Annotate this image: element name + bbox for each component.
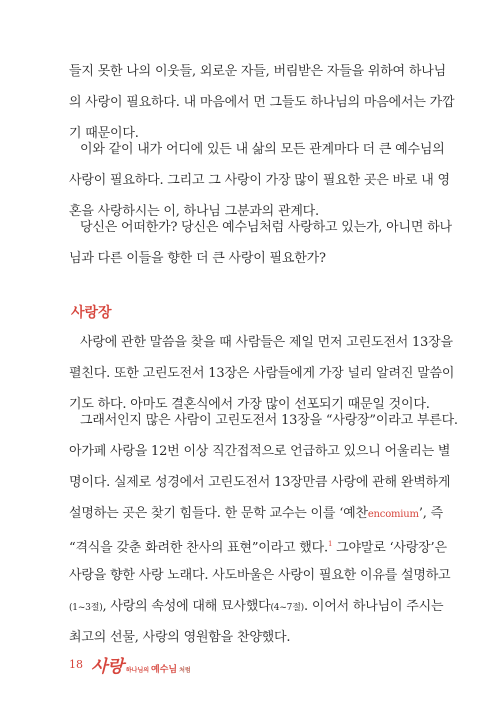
text-line: 명이다. 실제로 성경에서 고린도전서 13장만큼 사랑에 관해 완벽하게 — [69, 475, 451, 490]
text-line: 펼친다. 또한 고린도전서 13장은 사람들에게 가장 널리 알려진 말씀이 — [69, 366, 455, 381]
footnote-marker: 1 — [327, 540, 333, 548]
text-line: 사랑에 관한 말씀을 찾을 때 사람들은 제일 먼저 고린도전서 13장을 — [80, 335, 453, 350]
section-heading: 사랑장 — [71, 305, 112, 321]
text-line: 혼을 사랑하시는 이, 하나님 그분과의 관계다. — [69, 204, 319, 219]
text-line: 들지 못한 나의 이웃들, 외로운 자들, 버림받은 자들을 위하여 하나님 — [69, 64, 446, 79]
text-line: 님과 다른 이들을 향한 더 큰 사랑이 필요한가? — [69, 251, 326, 266]
text-fragment: ’, 즉 — [418, 506, 443, 521]
text-line: 당신은 어떠한가? 당신은 예수님처럼 사랑하고 있는가, 아니면 하나 — [80, 220, 452, 235]
page-footer — [69, 652, 191, 676]
text-fragment: “격식을 갖춘 화려한 찬사의 표현”이라고 했다. — [69, 540, 328, 556]
verse-reference: (4~7절) — [270, 603, 304, 613]
text-fragment: 설명하는 곳은 찾기 힘들다. 한 문학 교수는 이를 ‘예찬 — [69, 506, 368, 521]
page-number: 18 — [69, 657, 83, 671]
text-line: 의 사랑이 필요하다. 내 마음에서 먼 그들도 하나님의 마음에서는 가깝 — [69, 95, 455, 110]
text-line: 그래서인지 많은 사람이 고린도전서 13장을 “사랑장”이라고 부른다. — [80, 413, 458, 428]
text-line: 사랑을 향한 사랑 노래다. 사도바울은 사랑이 필요한 이유를 설명하고 — [69, 568, 451, 583]
text-line: 아가페 사랑을 12번 이상 직간접적으로 언급하고 있으니 어울리는 별 — [69, 444, 451, 459]
text-fragment: . 이어서 하나님이 주시는 — [304, 599, 444, 614]
text-fragment: 그야말로 ‘사랑장’은 — [332, 540, 447, 556]
text-line: 최고의 선물, 사랑의 영원함을 찬양했다. — [69, 630, 291, 645]
text-line: 이와 같이 내가 어디에 있든 내 삶의 모든 관계마다 더 큰 예수님의 — [80, 142, 445, 157]
book-logo — [91, 652, 191, 677]
text-fragment: , 사랑의 속성에 대해 묘사했다 — [102, 599, 271, 614]
paragraph-3 — [69, 212, 452, 274]
latin-term: encomium — [367, 509, 419, 520]
text-line: 사랑이 필요하다. 그리고 그 사랑이 가장 많이 필요한 곳은 바로 내 영 — [69, 173, 450, 188]
text-line: 기 때문이다. — [69, 126, 139, 141]
text-line: 기도 하다. 아마도 결혼식에서 가장 많이 선포되기 때문일 것이다. — [69, 397, 430, 412]
logo-small-text: 하나님의 — [125, 666, 150, 674]
logo-main-text: 사랑 — [91, 656, 124, 677]
paragraph-5 — [69, 405, 458, 653]
text-line — [69, 529, 447, 560]
text-line — [69, 591, 444, 622]
verse-reference: (1~3절) — [69, 603, 103, 613]
logo-tail-text: 처럼 — [179, 666, 191, 674]
logo-mid-text: 예수님 — [151, 664, 178, 675]
text-line — [69, 498, 443, 529]
